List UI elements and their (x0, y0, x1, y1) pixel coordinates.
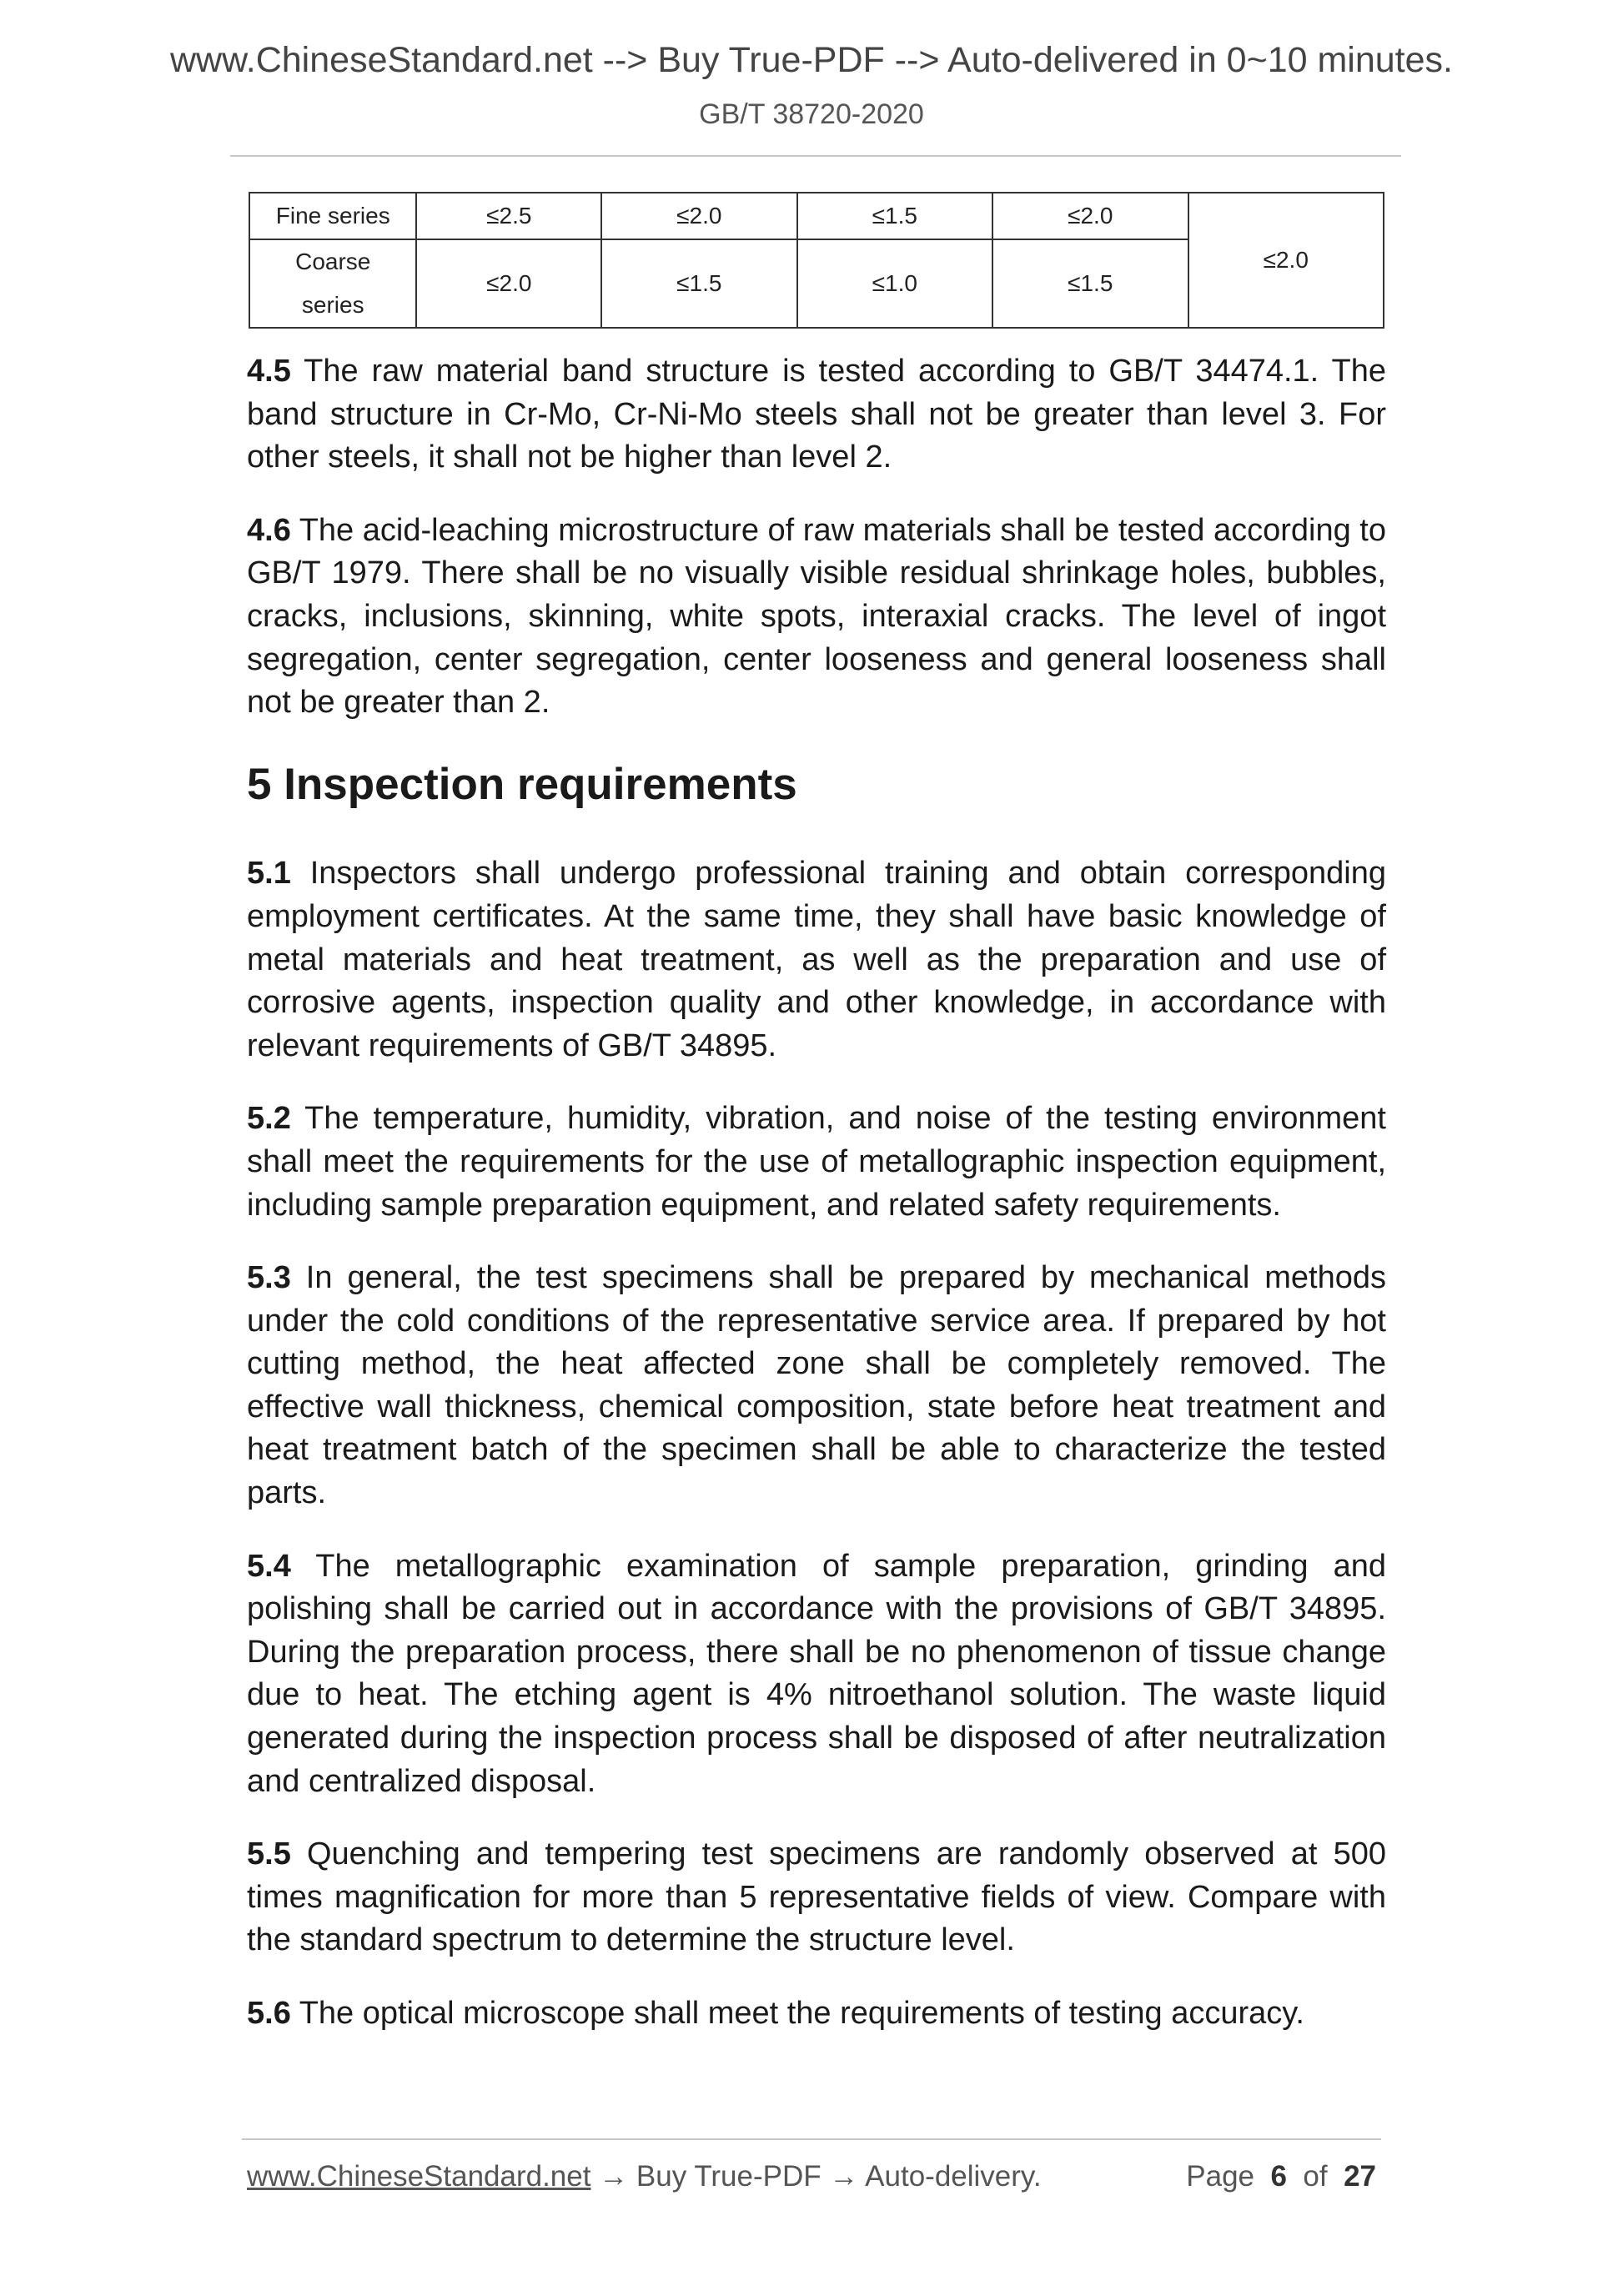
clause-5-3 (247, 1257, 1386, 1515)
standard-code: GB/T 38720-2020 (699, 98, 924, 130)
clause-5-5 (247, 1833, 1386, 1962)
header-banner: www.ChineseStandard.net --> Buy True-PDF --> Auto-delivered in 0~10 minutes. (169, 40, 1453, 80)
table-cell: ≤1.5 (992, 239, 1188, 328)
footer-divider (242, 2138, 1381, 2140)
clause-number: 5.1 (247, 856, 291, 892)
clause-text: The metallographic examination of sample preparation, grinding and polishing shall be carried out in accordance with the provisions of GB/T 34895. During the preparation process, there shall be no phenomenon of tissue change due to heat. The etching agent is 4% nitroethanol solution. The waste liquid generated during the inspection process shall be disposed of after neutralization and centralized disposal. (247, 1548, 1386, 1799)
clause-4-5 (247, 350, 1386, 480)
clause-number: 5.3 (247, 1260, 291, 1296)
clause-number: 5.4 (247, 1548, 291, 1584)
grade-table (249, 192, 1384, 329)
clause-text: In general, the test specimens shall be prepared by mechanical methods under the cold conditions of the representative service area. If prepared by hot cutting method, the heat affected zone shall be completely removed. The effective wall thickness, chemical composition, state before heat treatment and heat treatment batch of the specimen shall be able to characterize the tested parts. (247, 1260, 1386, 1511)
clause-number: 5.6 (247, 1996, 291, 2031)
clause-text: The raw material band structure is tested according to GB/T 34474.1. The band structure in Cr-Mo, Cr-Ni-Mo steels shall not be greater than level 3. For other steels, it shall not be higher than level 2. (247, 354, 1386, 475)
of-word: of (1303, 2160, 1328, 2193)
page-indicator (1186, 2160, 1376, 2193)
section-title: 5 Inspection requirements (247, 759, 797, 809)
page-footer (247, 2160, 1376, 2193)
clause-number: 4.5 (247, 354, 291, 389)
clause-number: 5.2 (247, 1101, 291, 1137)
table-cell: ≤1.0 (797, 239, 992, 328)
document-body (247, 350, 1386, 2066)
footer-left (247, 2160, 1042, 2193)
clause-text: The temperature, humidity, vibration, and noise of the testing environment shall meet the requirements for the use of metallographic inspection equipment, including sample preparation equipment, and related safety requirements. (247, 1101, 1386, 1223)
clause-5-4 (247, 1545, 1386, 1804)
clause-text: The optical microscope shall meet the requirements of testing accuracy. (290, 1996, 1304, 2031)
table-cell: ≤2.0 (601, 193, 796, 239)
clause-text: The acid-leaching microstructure of raw materials shall be tested according to GB/T 1979. There shall be no visually visible residual shrinkage holes, bubbles, cracks, inclusions, skinning, white spots, interaxial cracks. The level of ingot segregation, center segregation, center looseness and general looseness shall not be greater than 2. (247, 512, 1386, 721)
row-label-line: Coarse (295, 249, 371, 274)
page-word: Page (1186, 2160, 1255, 2193)
page-total: 27 (1344, 2160, 1376, 2193)
footer-tagline: → Buy True-PDF → Auto-delivery. (590, 2160, 1042, 2193)
table-cell: ≤2.5 (416, 193, 601, 239)
clause-number: 5.5 (247, 1836, 291, 1872)
clause-text: Quenching and tempering test specimens are randomly observed at 500 times magnification for more than 5 representative fields of view. Compare with the standard spectrum to determine the structure level. (247, 1836, 1386, 1958)
table-cell: ≤1.5 (797, 193, 992, 239)
site-link[interactable]: www.ChineseStandard.net (247, 2160, 591, 2193)
clause-5-2 (247, 1098, 1386, 1227)
table-cell: ≤2.0 (992, 193, 1188, 239)
clause-4-6 (247, 510, 1386, 725)
table-cell: ≤2.0 (416, 239, 601, 328)
table-row-fine (249, 193, 1384, 239)
clause-number: 4.6 (247, 512, 291, 548)
header-divider (230, 155, 1401, 157)
page-current: 6 (1270, 2160, 1287, 2193)
row-label-fine: Fine series (249, 193, 416, 239)
row-label-coarse (249, 239, 416, 328)
clause-5-1 (247, 852, 1386, 1068)
clause-5-6 (247, 1992, 1386, 2036)
table-cell: ≤1.5 (601, 239, 796, 328)
merged-cell: ≤2.0 (1188, 193, 1384, 328)
clause-text: Inspectors shall undergo professional training and obtain corresponding employment certificates. At the same time, they shall have basic knowledge of metal materials and heat treatment, as well as the preparation and use of corrosive agents, inspection quality and other knowledge, in accordance with relevant requirements of GB/T 34895. (247, 856, 1386, 1063)
row-label-line: series (301, 292, 364, 318)
